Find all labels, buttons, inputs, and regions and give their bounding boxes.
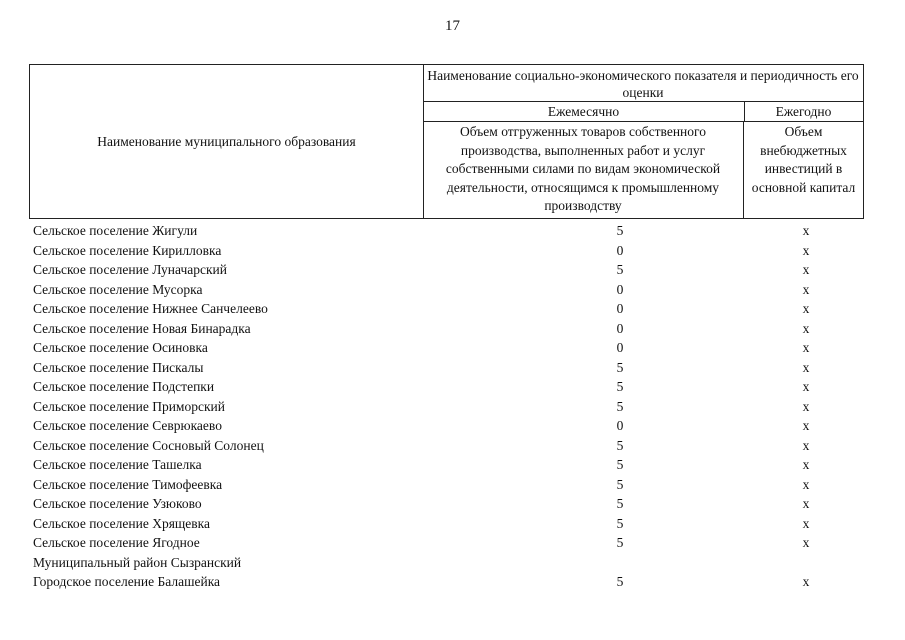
yearly-value: х <box>802 515 810 531</box>
table-row <box>33 436 873 456</box>
table-row <box>33 319 873 339</box>
municipality-name: Сельское поселение Жигули <box>33 223 198 238</box>
monthly-value: 5 <box>616 379 624 394</box>
monthly-value: 5 <box>616 223 624 238</box>
yearly-value: х <box>802 379 810 394</box>
monthly-value: 5 <box>616 574 624 589</box>
monthly-value: 5 <box>616 457 624 472</box>
municipality-name: Сельское поселение Подстепки <box>33 379 215 394</box>
municipality-name: Сельское поселение Мусорка <box>33 281 203 297</box>
table-row <box>33 280 873 300</box>
municipality-name: Сельское поселение Осиновка <box>33 340 208 355</box>
yearly-header: Ежегодно <box>744 102 863 122</box>
monthly-value: 5 <box>616 496 624 511</box>
table-row <box>33 377 873 397</box>
municipality-name: Городское поселение Балашейка <box>33 574 221 589</box>
monthly-value: 0 <box>616 301 624 316</box>
yearly-value: х <box>802 262 810 277</box>
yearly-value: х <box>802 301 810 316</box>
yearly-value: х <box>802 223 810 238</box>
municipality-name: Сельское поселение Хрящевка <box>33 515 211 531</box>
table-row <box>33 358 873 378</box>
table-row <box>33 416 873 436</box>
yearly-value: х <box>802 535 810 550</box>
yearly-indicator-description: Объем внебюджетных инвестиций в основной капитал <box>751 124 856 195</box>
monthly-value: 0 <box>616 281 624 297</box>
yearly-value: х <box>802 437 810 453</box>
table-row <box>33 533 873 553</box>
monthly-indicator-description: Объем отгруженных товаров собственного производства, выполненных работ и услуг собственными силами по видам экономической деятельности, относящимся к промышленному производству <box>423 121 744 218</box>
table-header <box>29 64 864 219</box>
yearly-value: х <box>802 398 810 414</box>
page-number: 17 <box>445 18 460 34</box>
monthly-header: Ежемесячно <box>423 102 745 122</box>
municipality-name: Сельское поселение Узюково <box>33 496 202 511</box>
monthly-value: 0 <box>616 418 624 433</box>
table-row <box>33 514 873 534</box>
indicator-title-header: Наименование социально-экономического показателя и периодичность его оценки <box>423 65 863 102</box>
municipality-name: Сельское поселение Луначарский <box>33 262 227 277</box>
municipality-name: Сельское поселение Ташелка <box>33 457 202 472</box>
municipality-name: Сельское поселение Нижнее Санчелеево <box>33 301 268 316</box>
monthly-value: 0 <box>616 320 624 336</box>
monthly-value: 5 <box>616 359 624 375</box>
table-row <box>33 260 873 280</box>
monthly-value: 0 <box>616 340 624 355</box>
table-row <box>33 572 873 592</box>
municipality-name: Сельское поселение Приморский <box>33 398 225 414</box>
municipality-name: Сельское поселение Севрюкаево <box>33 418 222 433</box>
monthly-value: 5 <box>616 515 624 531</box>
yearly-value: х <box>802 496 810 511</box>
monthly-value: 5 <box>616 437 624 453</box>
table-row <box>33 397 873 417</box>
yearly-value: х <box>802 242 810 258</box>
yearly-value: х <box>802 281 810 297</box>
table-row <box>33 221 873 241</box>
table-row <box>33 455 873 475</box>
yearly-value: х <box>802 457 810 472</box>
table-row-section <box>33 553 873 573</box>
municipality-name: Сельское поселение Пискалы <box>33 359 204 375</box>
yearly-value: х <box>802 574 810 589</box>
table-row <box>33 241 873 261</box>
municipality-name: Сельское поселение Кирилловка <box>33 242 222 258</box>
yearly-value: х <box>802 418 810 433</box>
monthly-value: 5 <box>616 476 624 492</box>
municipality-column-header: Наименование муниципального образования <box>30 65 424 218</box>
yearly-value: х <box>802 359 810 375</box>
municipality-name: Сельское поселение Новая Бинарадка <box>33 320 251 336</box>
monthly-value: 5 <box>616 535 624 550</box>
district-name: Муниципальный район Сызранский <box>33 554 242 570</box>
yearly-value: х <box>802 340 810 355</box>
municipality-name: Сельское поселение Сосновый Солонец <box>33 437 264 453</box>
table-row <box>33 338 873 358</box>
yearly-value: х <box>802 320 810 336</box>
monthly-value: 5 <box>616 398 624 414</box>
monthly-value: 5 <box>616 262 624 277</box>
yearly-value: х <box>802 476 810 492</box>
table-row <box>33 494 873 514</box>
municipality-name: Сельское поселение Ягодное <box>33 535 200 550</box>
municipality-name: Сельское поселение Тимофеевка <box>33 476 223 492</box>
monthly-value: 0 <box>616 242 624 258</box>
table-row <box>33 299 873 319</box>
table-body <box>33 221 873 592</box>
table-row <box>33 475 873 495</box>
